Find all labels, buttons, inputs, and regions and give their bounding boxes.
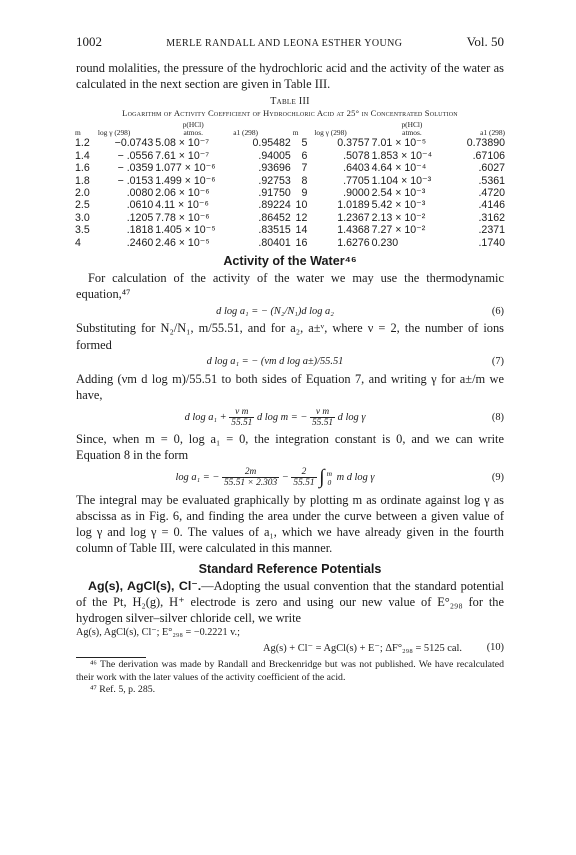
cell-log-gamma: .1818 [126,224,154,237]
equation-9-fraction-1 [222,467,279,488]
cell-pressure: 1.405 × 10⁻⁵ [155,224,216,237]
cell-log-gamma: − .0153 [117,174,154,187]
cell-m: 1.6 [75,162,90,175]
fraction-denominator: 55.51 × 2.303 [223,478,278,489]
table-row [74,137,506,149]
table-row [74,212,506,224]
footnote-divider [76,657,146,658]
cell-log-gamma: 0.3757 [337,137,370,150]
col-a1: a1 (298) [233,128,259,138]
cell-pressure: 2.13 × 10⁻² [371,211,426,224]
cell-pressure: 2.54 × 10⁻³ [371,187,426,200]
table-caption: Table III [270,96,310,108]
fraction-numerator: 2 [291,467,316,478]
cell-pressure: 7.78 × 10⁻⁶ [155,211,210,224]
cell-a1: .67106 [472,149,505,162]
col-pressure-top: p(HCl) [182,120,204,130]
cell-m: 8 [301,174,308,187]
cell-pressure: 4.64 × 10⁻⁴ [371,162,427,175]
equation-6 [76,302,504,320]
water-paragraph-2: Substituting for N₂/N₁, m/55.51, and for a₂, a±ᵛ, where ν = 2, the number of ions formed [76,321,504,352]
equation-6-body: d log a₁ = − (N₂/N₁)d log a₂ [216,305,334,317]
cell-m: 12 [295,211,308,224]
cell-a1: .2371 [478,224,505,237]
cell-pressure: 0.230 [371,236,399,249]
section-heading-water: Activity of the Water⁴⁶ [223,254,357,269]
cell-m: 1.4 [75,149,90,162]
table-row [74,162,506,174]
fraction-numerator: ν m [310,407,335,418]
table-row [74,175,506,187]
fraction-denominator: 55.51 [293,478,315,489]
table-iii [74,121,506,249]
cell-a1: .83515 [258,224,291,237]
cell-a1: .4720 [478,187,505,200]
cell-log-gamma: 1.4368 [337,224,370,237]
table-row [74,237,506,249]
equation-8-body [76,407,474,428]
col-m-2: m [292,128,299,138]
cell-a1: .89224 [258,199,291,212]
cell-pressure: 1.853 × 10⁻⁴ [371,149,433,162]
journal-page [76,34,504,697]
equation-9-term-a: log a₁ = − [175,472,220,484]
cell-m: 2.0 [75,187,90,200]
cell-log-gamma: − .0556 [117,149,154,162]
fraction-numerator: 2m [222,467,279,478]
cell-m: 6 [301,149,308,162]
integral-sign: ∫ [319,466,325,489]
equation-10-body: Ag(s) + Cl⁻ = AgCl(s) + E⁻; ΔF°₂₉₈ = 5125 cal. [263,642,462,654]
table-row [74,187,506,199]
equation-7-number: (7) [491,356,504,368]
cell-pressure: 2.06 × 10⁻⁶ [155,187,210,200]
cell-pressure: 7.27 × 10⁻² [371,224,426,237]
cell-log-gamma: −0.0743 [114,137,154,150]
col-pressure-top-2: p(HCl) [401,120,423,130]
page-header [76,34,504,50]
cell-m: 14 [295,224,308,237]
cell-a1: .6027 [478,162,505,175]
water-paragraph-1: For calculation of the activity of the water we may use the thermodynamic equation,⁴⁷ [76,271,504,302]
cell-m: 1.8 [75,174,90,187]
equation-8-fraction-1 [229,407,254,428]
equation-9-body [76,466,474,489]
potentials-electrode-line: Ag(s), AgCl(s), Cl⁻; E°₂₉₈ = −0.2221 v.; [76,627,240,639]
table-title: Logarithm of Activity Coefficient of Hydrochloric Acid at 25° in Concentrated Solution [122,108,458,119]
fraction-denominator: 55.51 [231,417,253,428]
cell-m: 2.5 [75,199,90,212]
cell-log-gamma: .7705 [343,174,370,187]
col-pressure [154,121,232,137]
cell-a1: 0.73890 [466,137,505,150]
col-log-gamma-2: log γ (298) [314,128,347,138]
potentials-text: —Adopting the usual convention that the standard potential of the Pt, H₂(g), H⁺ electrode is zero and using our new value of E°₂₉₈ for the hydrogen silver–silver chloride cell, we write [76,578,504,625]
intro-paragraph: round molalities, the pressure of the hydrochloric acid and the activity of the water as calculated in the next section are given in Table III. [76,61,504,92]
table-header-row [74,121,506,137]
table-row [74,199,506,211]
equation-8-term-a: d log a₁ + [184,411,227,423]
equation-8-term-c: d log γ [337,411,366,423]
col-m: m [75,128,81,138]
cell-pressure: 5.42 × 10⁻³ [371,199,426,212]
equation-9-number: (9) [491,472,504,484]
integral-limits [325,469,334,487]
equation-9 [76,464,504,492]
equation-10-number: (10) [486,642,504,654]
cell-log-gamma: .0610 [126,199,154,212]
col-pressure-2 [371,121,454,137]
table-row [74,150,506,162]
cell-a1: .91750 [258,187,291,200]
equation-7-body: d log a₁ = − (νm d log a±)/55.51 [206,356,344,368]
cell-pressure: 4.11 × 10⁻⁶ [155,199,209,212]
cell-log-gamma: .1205 [126,211,154,224]
footnote-46: ⁴⁶ The derivation was made by Randall and Breckenridge but was not published. We have recalculated their work with the later values of the activity coefficient of the acid. [76,659,504,683]
running-title: MERLE RANDALL AND LEONA ESTHER YOUNG [166,38,403,49]
cell-a1: .1740 [478,236,505,249]
equation-9-term-c: m d log γ [336,472,375,484]
page-number: 1002 [76,34,102,49]
cell-m: 16 [295,236,308,249]
cell-a1: .4146 [478,199,505,212]
section-heading-potentials: Standard Reference Potentials [198,561,382,576]
cell-log-gamma: 1.0189 [337,199,370,212]
cell-a1: .5361 [478,174,505,187]
col-pressure-bottom-2: atmos. [402,128,422,138]
equation-8 [76,403,504,431]
cell-log-gamma: .0080 [126,187,154,200]
cell-pressure: 1.077 × 10⁻⁶ [155,162,216,175]
cell-m: 7 [301,162,308,175]
cell-m: 3.0 [75,211,90,224]
cell-pressure: 1.499 × 10⁻⁶ [155,174,216,187]
table-row [74,224,506,236]
water-paragraph-4: Since, when m = 0, log a₁ = 0, the integration constant is 0, and we can write Equation 8 in the form [76,432,504,463]
cell-log-gamma: − .0359 [117,162,154,175]
volume-label: Vol. 50 [466,34,504,49]
equation-6-number: (6) [491,305,504,317]
cell-a1: 0.95482 [252,137,291,150]
equation-9-fraction-2 [291,467,316,488]
cell-m: 10 [295,199,308,212]
cell-m: 1.2 [75,137,90,150]
cell-log-gamma: .2460 [126,236,154,249]
cell-pressure: 5.08 × 10⁻⁷ [155,137,210,150]
fraction-denominator: 55.51 [311,417,334,428]
cell-m: 3.5 [75,224,90,237]
potentials-paragraph-1 [76,578,504,627]
cell-log-gamma: 1.6276 [337,236,370,249]
cell-log-gamma: .6403 [343,162,370,175]
equation-8-fraction-2 [310,407,335,428]
col-a1-2: a1 (298) [480,128,505,138]
cell-pressure: 2.46 × 10⁻⁵ [155,236,210,249]
cell-a1: .3162 [478,211,505,224]
cell-log-gamma: .9000 [343,187,370,200]
cell-pressure: 1.104 × 10⁻³ [371,174,432,187]
cell-a1: .93696 [258,162,291,175]
equation-9-term-b: − [281,472,289,484]
equation-8-term-b: d log m = − [256,411,308,423]
fraction-numerator: ν m [229,407,254,418]
equation-7 [76,353,504,371]
equation-10 [76,640,504,655]
cell-a1: .80401 [258,236,291,249]
cell-m: 5 [301,137,308,150]
equation-8-number: (8) [491,411,504,423]
col-pressure-bottom: atmos. [183,128,203,138]
cell-pressure: 7.61 × 10⁻⁷ [155,149,210,162]
cell-m: 9 [301,187,308,200]
cell-log-gamma: .5078 [343,149,370,162]
cell-a1: .94005 [258,149,291,162]
water-paragraph-5: The integral may be evaluated graphically by plotting m as ordinate against log γ as abscissa as in Fig. 6, and finding the area under the curve between a given value of log γ and log γ = 0. The values of a₁, which we have already given in the fourth column of Table III, were calculated in this manner. [76,492,504,556]
potentials-lead: Ag(s), AgCl(s), Cl⁻. [88,578,202,593]
footnote-47: ⁴⁷ Ref. 5, p. 285. [90,684,156,696]
cell-m: 4 [75,236,81,249]
cell-a1: .86452 [258,211,291,224]
cell-log-gamma: 1.2367 [337,211,370,224]
cell-a1: .92753 [258,174,291,187]
cell-pressure: 7.01 × 10⁻⁵ [371,137,427,150]
integral-lower-limit: 0 [327,477,332,487]
col-log-gamma: log γ (298) [97,128,131,138]
water-paragraph-3: Adding (νm d log m)/55.51 to both sides of Equation 7, and writing γ for a±/m we have, [76,371,504,403]
integral-upper-limit: m [326,468,333,478]
